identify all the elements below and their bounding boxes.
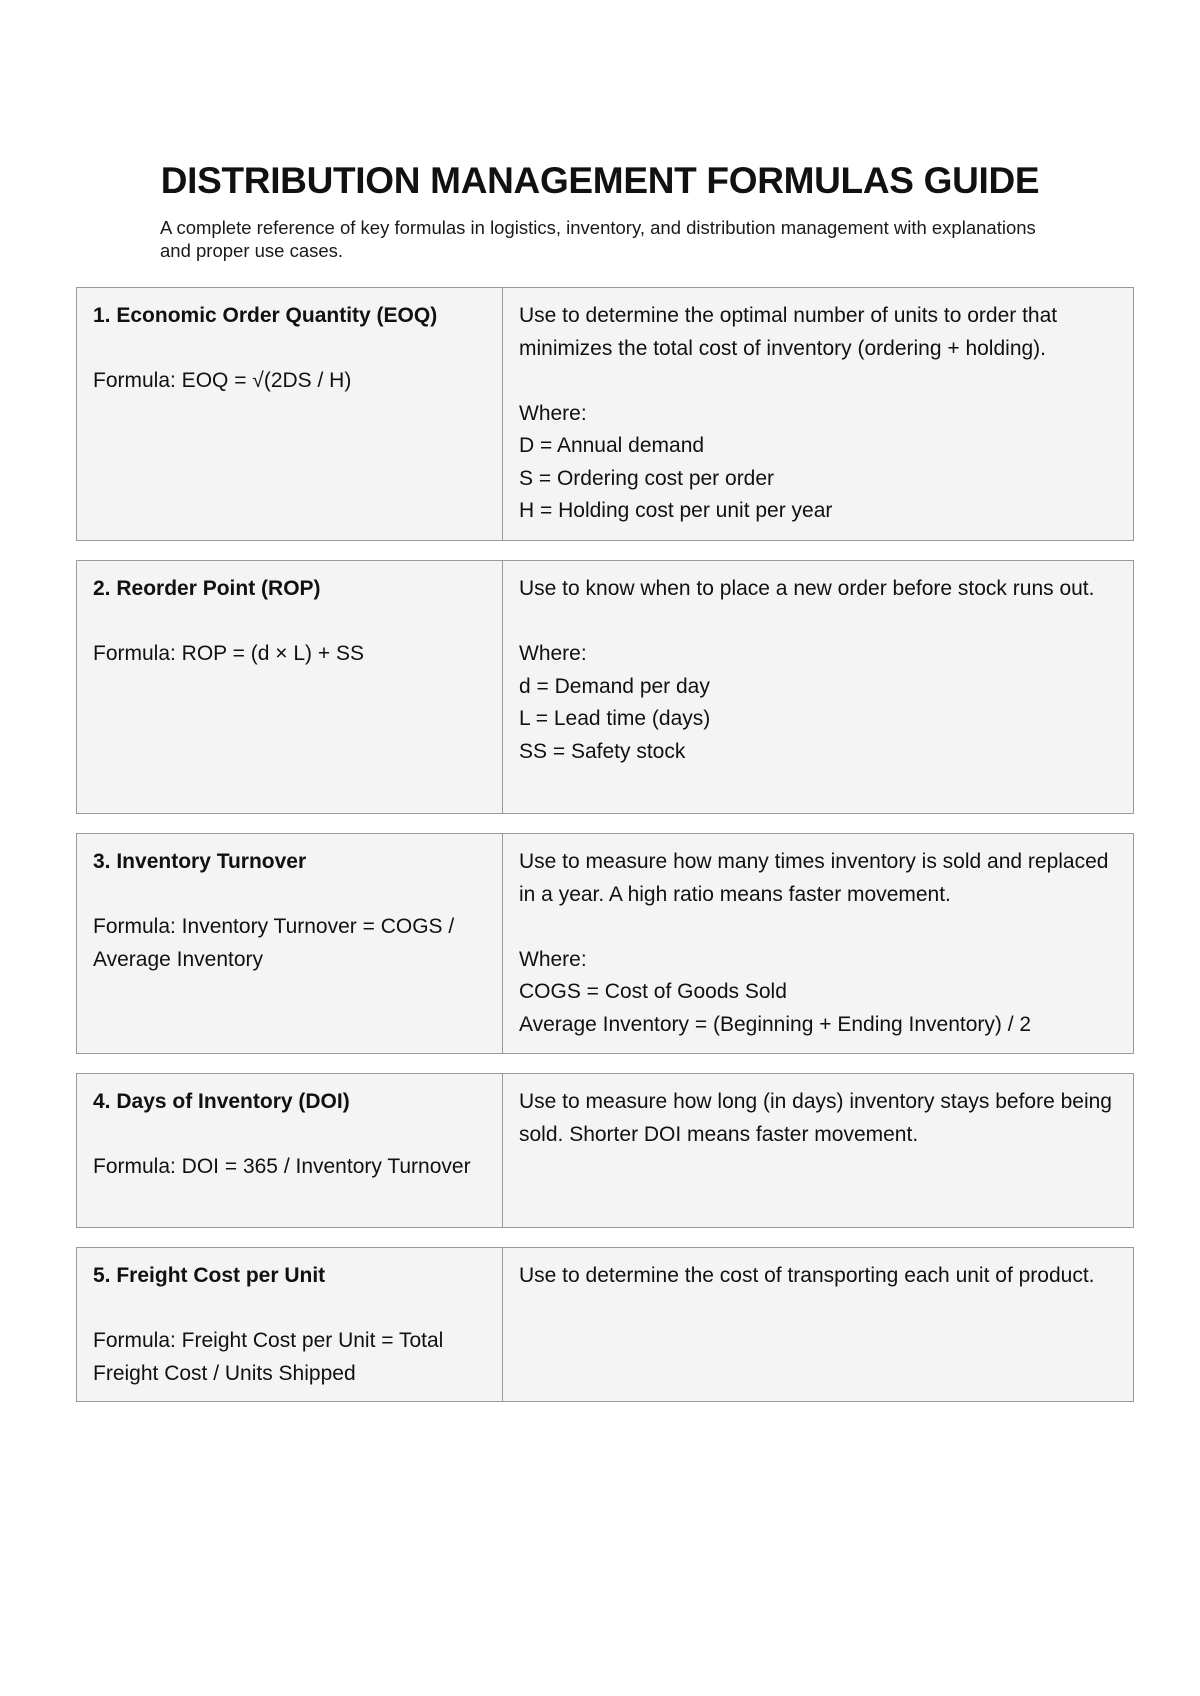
formula-card-freight-cost [76, 1247, 1134, 1402]
formula-heading: 5. Freight Cost per Unit [93, 1264, 326, 1287]
formula-card-right [503, 1074, 1133, 1227]
formula-use-case: Use to measure how many times inventory is sold and replaced in a year. A high ratio means faster movement. [519, 850, 1115, 906]
formula-expression: Formula: EOQ = √(2DS / H) [93, 369, 352, 392]
where-item: COGS = Cost of Goods Sold [519, 980, 787, 1003]
formula-card-left [77, 288, 503, 540]
formula-card-left [77, 1074, 503, 1227]
where-item: d = Demand per day [519, 674, 710, 698]
formula-expression: Formula: Inventory Turnover = COGS / Average Inventory [93, 915, 459, 971]
page-subtitle: A complete reference of key formulas in logistics, inventory, and distribution management with explanations and proper use cases. [160, 217, 1036, 261]
where-item: S = Ordering cost per order [519, 466, 775, 490]
formula-expression: Formula: ROP = (d × L) + SS [93, 642, 364, 665]
formula-card-left [77, 1248, 503, 1401]
formula-card-left [77, 561, 503, 813]
where-item: SS = Safety stock [519, 739, 686, 763]
formula-card-right [503, 1248, 1133, 1401]
where-item: D = Annual demand [519, 434, 705, 457]
formula-use-case: Use to know when to place a new order before stock runs out. [519, 577, 1095, 600]
formula-use-case: Use to measure how long (in days) inventory stays before being sold. Shorter DOI means faster movement. [519, 1090, 1118, 1146]
formula-card-right [503, 561, 1133, 813]
formula-expression: Formula: DOI = 365 / Inventory Turnover [93, 1155, 471, 1178]
formula-heading: 1. Economic Order Quantity (EOQ) [93, 304, 438, 327]
formula-card-right [503, 288, 1133, 540]
where-label: Where: [519, 947, 587, 971]
where-label: Where: [519, 401, 587, 425]
formula-card-left [77, 834, 503, 1053]
formula-card-right [503, 834, 1133, 1053]
formula-expression: Formula: Freight Cost per Unit = Total Freight Cost / Units Shipped [93, 1329, 450, 1385]
where-item: Average Inventory = (Beginning + Ending Inventory) / 2 [519, 1012, 1032, 1036]
where-item: L = Lead time (days) [519, 707, 711, 730]
formula-heading: 3. Inventory Turnover [93, 850, 307, 873]
page-title: DISTRIBUTION MANAGEMENT FORMULAS GUIDE [160, 160, 1040, 201]
formula-card-eoq [76, 287, 1134, 541]
formula-use-case: Use to determine the cost of transporting each unit of product. [519, 1264, 1095, 1287]
formula-card-doi [76, 1073, 1134, 1228]
formula-card-rop [76, 560, 1134, 814]
formula-card-inventory-turnover [76, 833, 1134, 1054]
where-label: Where: [519, 642, 587, 665]
formula-use-case: Use to determine the optimal number of units to order that minimizes the total cost of inventory (ordering + holding). [519, 304, 1063, 360]
where-item: H = Holding cost per unit per year [519, 499, 833, 522]
formula-heading: 4. Days of Inventory (DOI) [93, 1090, 350, 1113]
formula-heading: 2. Reorder Point (ROP) [93, 577, 321, 600]
